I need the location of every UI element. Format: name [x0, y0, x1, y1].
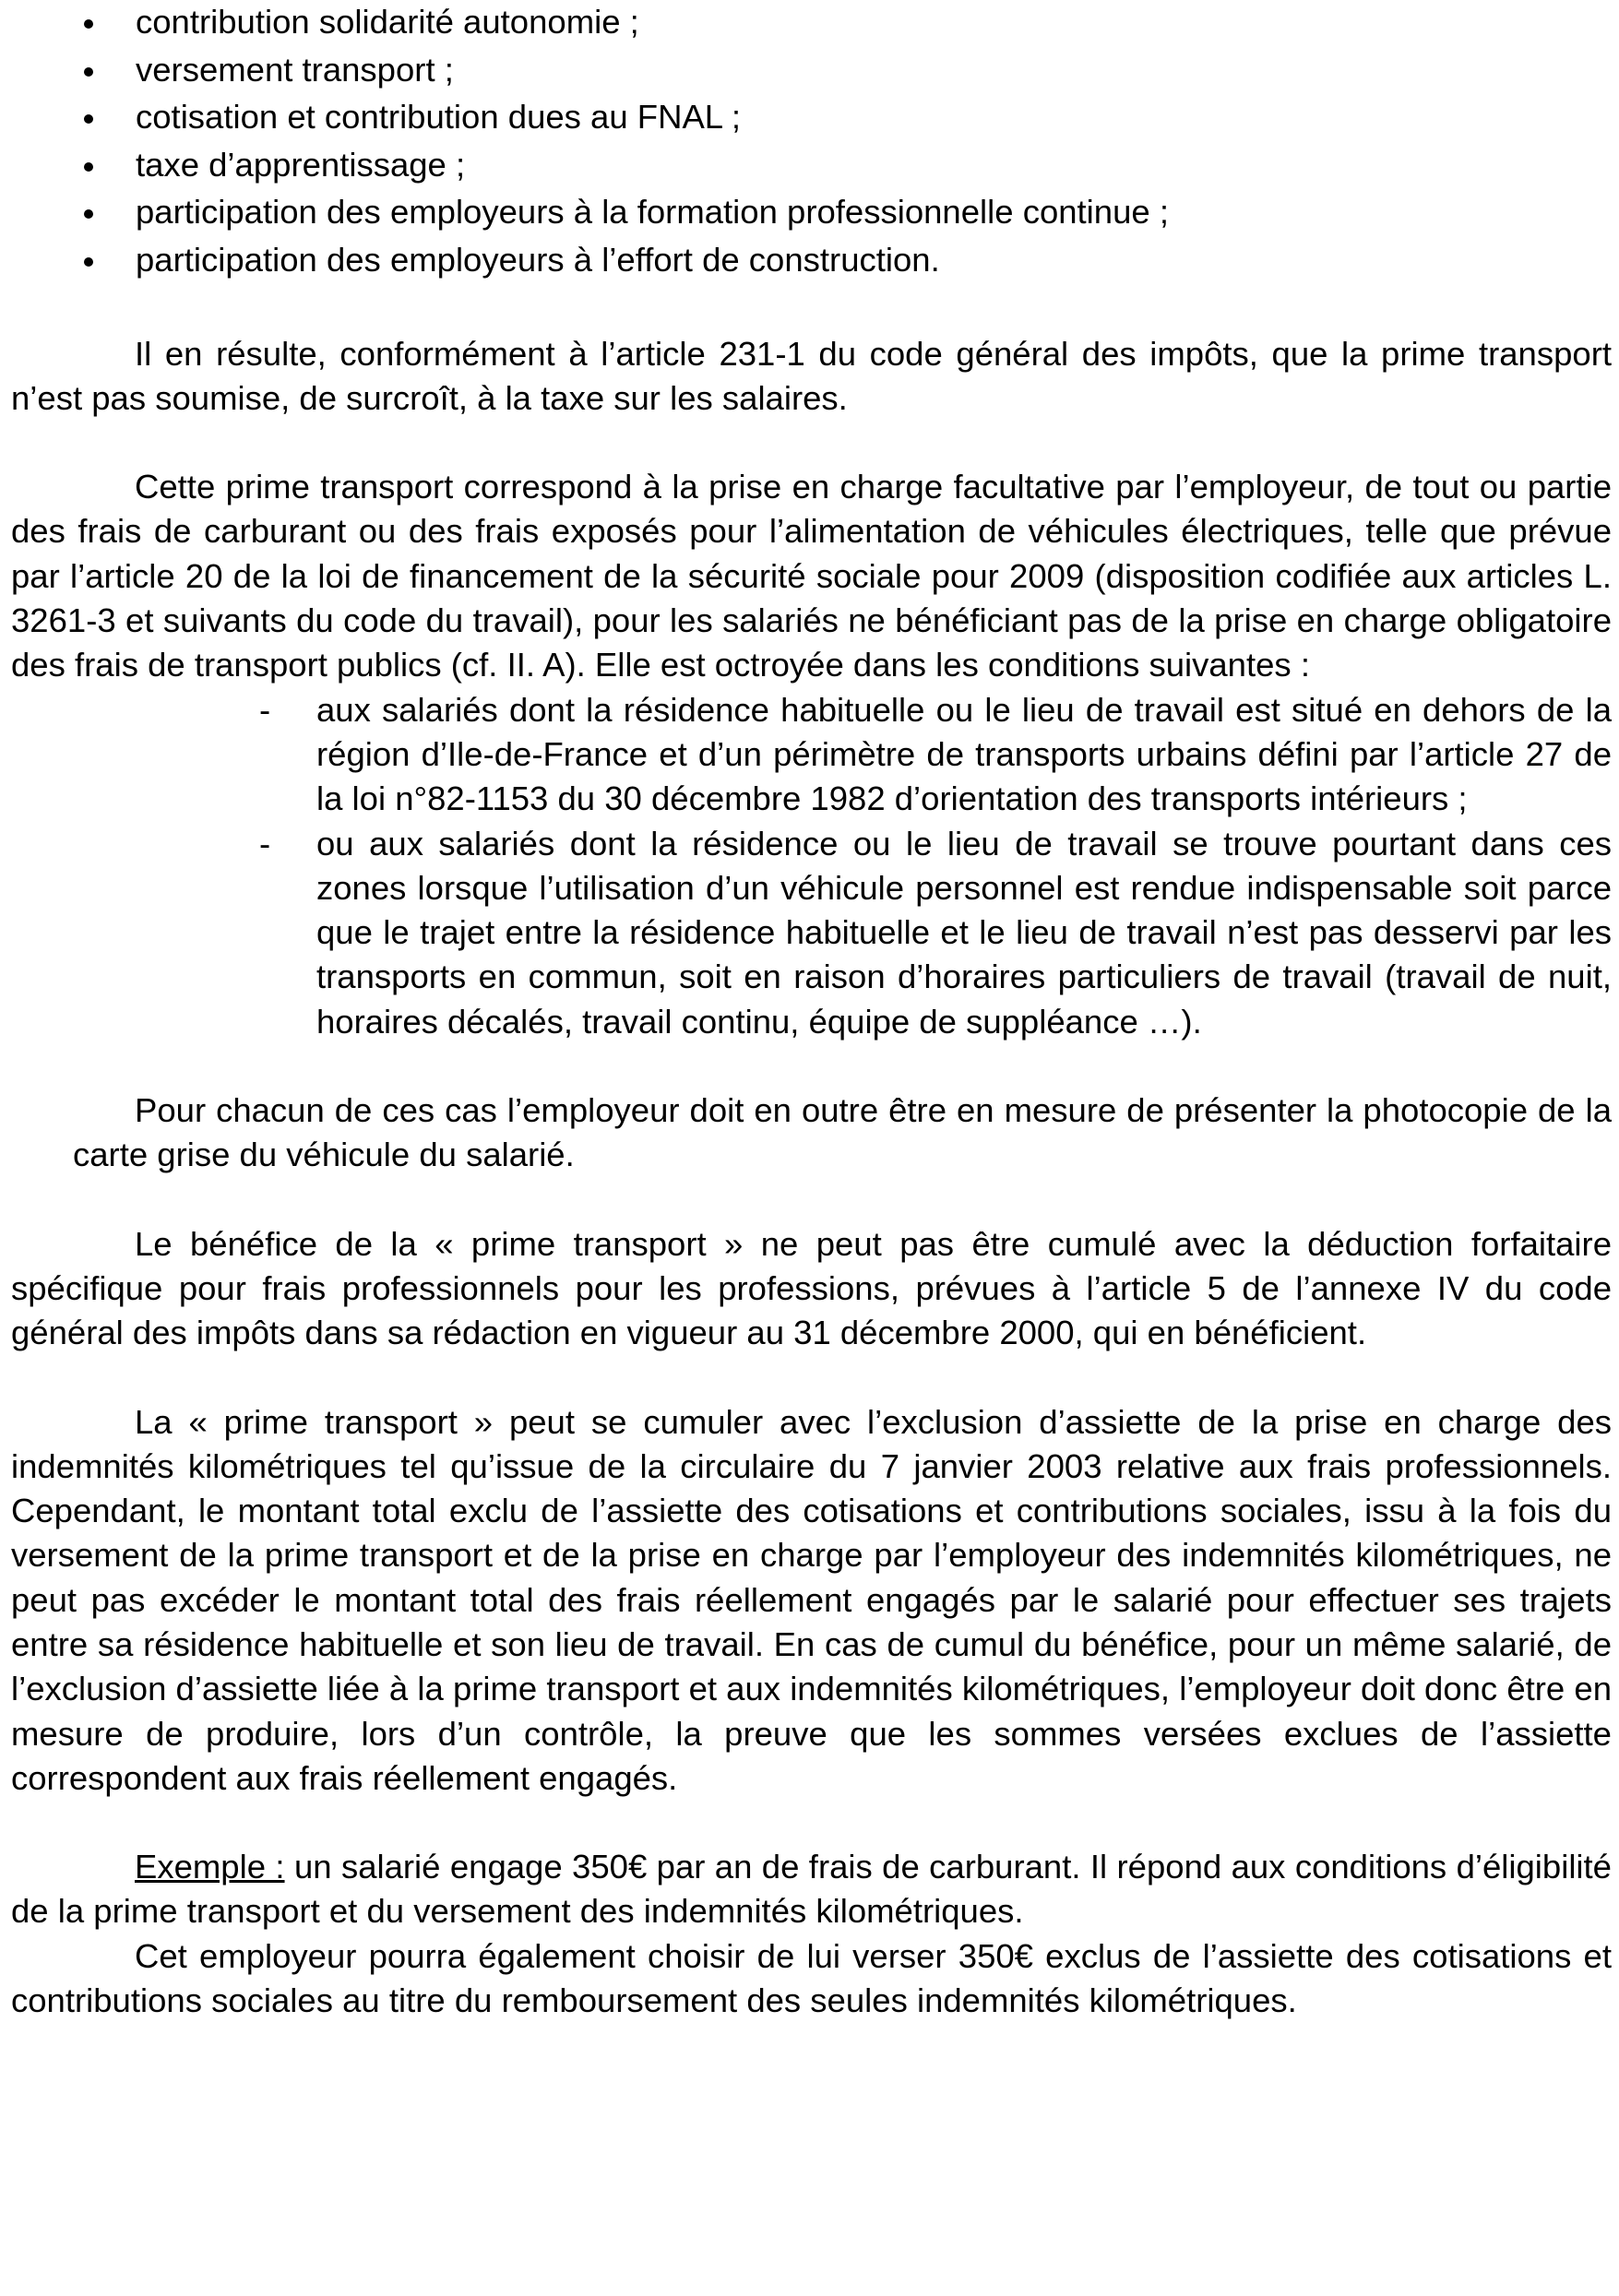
example-text: un salarié engage 350€ par an de frais de carburant. Il répond aux conditions d’éligibilité de la prime transport et du versement des indemnités kilométriques.: [11, 1848, 1612, 1931]
list-item: cotisation et contribution dues au FNAL ;: [11, 95, 1612, 143]
condition-item: - ou aux salariés dont la résidence ou le lieu de travail se trouve pourtant dans ces zones lorsque l’utilisation d’un véhicule personnel est rendue indispensable soit parce que le trajet entre la résidence habituelle et le lieu de travail n’est pas desservi par les transports en commun, soit en raison d’horaires particuliers de travail (travail de nuit, horaires décalés, travail continu, équipe de suppléance …).: [316, 822, 1612, 1044]
list-item: contribution solidarité autonomie ;: [11, 0, 1612, 48]
paragraph-prime-transport-definition: Cette prime transport correspond à la prise en charge facultative par l’employeur, de tout ou partie des frais de carburant ou des frais exposés pour l’alimentation de véhicules électriques, telle que prévue par l’article 20 de la loi de financement de la sécurité sociale pour 2009 (disposition codifiée aux articles L. 3261-3 et suivants du code du travail), pour les salariés ne bénéficiant pas de la prise en charge obligatoire des frais de transport publics (cf. II. A). Elle est octroyée dans les conditions suivantes :: [11, 468, 1612, 684]
paragraph-carte-grise: Pour chacun de ces cas l’employeur doit en outre être en mesure de présenter la photocopie de la carte grise du véhicule du salarié.: [73, 1091, 1612, 1174]
dash-marker: -: [259, 824, 271, 862]
bullet-icon: [84, 162, 93, 172]
bullet-icon: [84, 209, 93, 219]
paragraph-cumul-indemnites: La « prime transport » peut se cumuler avec l’exclusion d’assiette de la prise en charge des indemnités kilométriques tel qu’issue de la circulaire du 7 janvier 2003 relative aux frais professionnels. Cependant, le montant total exclu de l’assiette des cotisations et contributions sociales, issu à la fois du versement de la prime transport et de la prise en charge par l’employeur des indemnités kilométriques, ne peut pas excéder le montant total des frais réellement engagés par le salarié pour effectuer ses trajets entre sa résidence habituelle et son lieu de travail. En cas de cumul du bénéfice, pour un même salarié, de l’exclusion d’assiette liée à la prime transport et aux indemnités kilométriques, l’employeur doit donc être en mesure de produire, lors d’un contrôle, la preuve que les sommes versées exclues de l’assiette correspondent aux frais réellement engagés.: [11, 1402, 1612, 1797]
example-label: Exemple :: [135, 1848, 285, 1886]
conditions-list: [11, 688, 1612, 1044]
bullet-icon: [84, 19, 93, 29]
list-item: versement transport ;: [11, 48, 1612, 96]
condition-item: - aux salariés dont la résidence habituelle ou le lieu de travail est situé en dehors de la région d’Ile-de-France et d’un périmètre de transports urbains défini par l’article 27 de la loi n°82-1153 du 30 décembre 1982 d’orientation des transports intérieurs ;: [316, 688, 1612, 822]
paragraph-exemple: [11, 1845, 1612, 1934]
contribution-list: [11, 0, 1612, 286]
list-item: participation des employeurs à l’effort de construction.: [11, 238, 1612, 286]
paragraph-deduction-forfaitaire: Le bénéfice de la « prime transport » ne peut pas être cumulé avec la déduction forfaitaire spécifique pour frais professionnels pour les professions, prévues à l’article 5 de l’annexe IV du code général des impôts dans sa rédaction en vigueur au 31 décembre 2000, qui en bénéficient.: [11, 1224, 1612, 1352]
bullet-icon: [84, 67, 93, 77]
bullet-icon: [84, 114, 93, 124]
paragraph-taxe-salaires: Il en résulte, conformément à l’article 231-1 du code général des impôts, que la prime transport n’est pas soumise, de surcroît, à la taxe sur les salaires.: [11, 334, 1612, 417]
list-item: taxe d’apprentissage ;: [11, 143, 1612, 191]
document-page: [11, 0, 1612, 2023]
bullet-icon: [84, 257, 93, 267]
paragraph-exemple-suite: Cet employeur pourra également choisir de lui verser 350€ exclus de l’assiette des cotisations et contributions sociales au titre du remboursement des seules indemnités kilométriques.: [11, 1936, 1612, 2020]
list-item: participation des employeurs à la formation professionnelle continue ;: [11, 190, 1612, 238]
dash-marker: -: [259, 690, 271, 729]
